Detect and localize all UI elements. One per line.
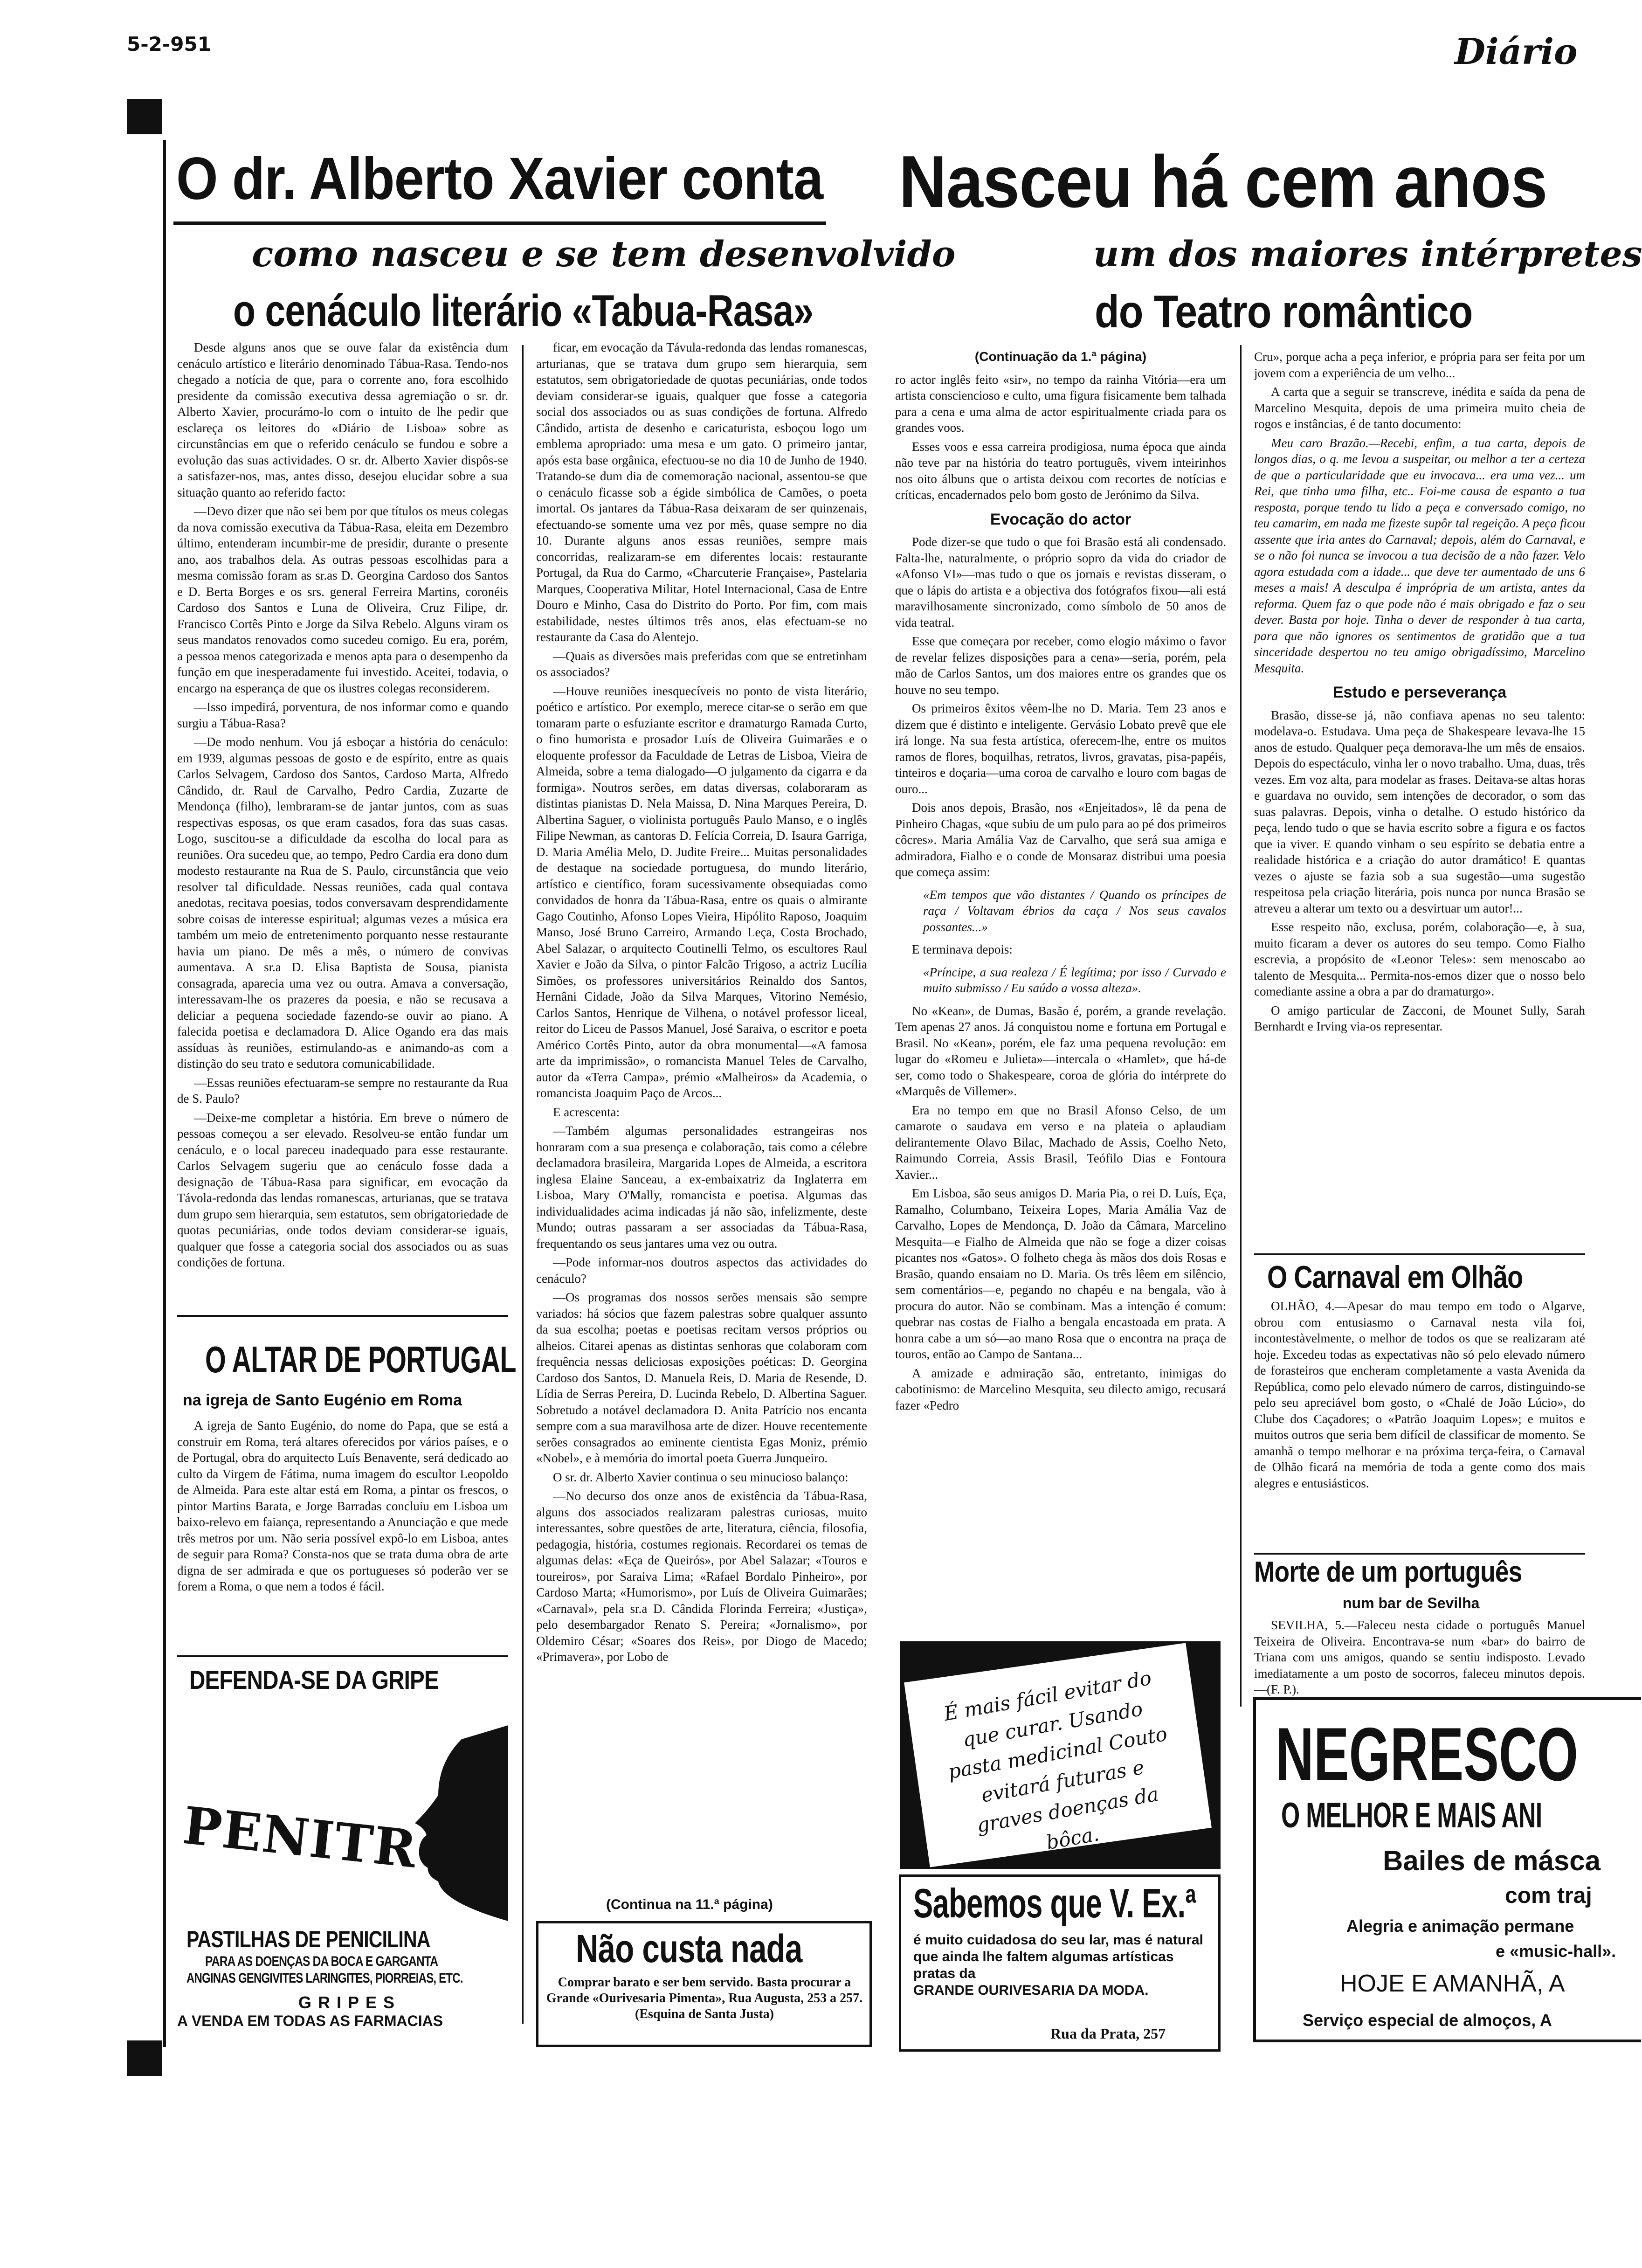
negresco-ad <box>1253 1697 1641 2052</box>
article2-paragraph: Em Lisboa, são seus amigos D. Maria Pia, o rei D. Luís, Eça, Ramalho, Columbano, Teixeira Lopes, Maria Amália Vaz de Carvalho, Lopes de Mendonça, D. João da Câmara, Marcelino Mesquita—e Fialho de Almeida que não se foge a dizer coisas picantes nos «Gatos». O folheto chega às mãos dos dois Rosas e Brasão, quando ensaiam no D. Maria. Os três lêem em silêncio, sem comentários—e, pegando no chapéu e na bengala, vão à procura do autor. Não se combinam. Mas a intenção é comum: quebrar nas costas de Fialho a bengala encastoada em prata. A honra cabe a um só—ao mano Rosa que o encontra na praça de touros, então ao Campo de Santana... <box>895 1186 1226 1361</box>
article2-paragraph: Esses voos e essa carreira prodigiosa, numa época que ainda não teve par na história do teatro português, vivem inteirinhos nos oito álbuns que o artista deixou com recortes de notícias e críticas, encadernados pelo bom gosto de Jerónimo da Silva. <box>895 439 1226 502</box>
penitrol-line3: ANGINAS GENGIVITES LARINGITES, PIORREIAS, ETC. <box>186 1971 463 1986</box>
article1-paragraph: —No decurso dos onze anos de existência da Tábua-Rasa, alguns dos associados realizaram palestras curiosas, muito interessantes, sobre questões de arte, literatura, ciência, filosofia, pedagogia, história, costumes regionais. Recordarei os temas de algumas delas: «Eça de Queirós», por Abel Salazar; «Touros e toureiros», por Saraiva Lima; «Rafael Bordalo Pinheiro», por Cardoso Marta; «Humorismo», por Luís de Oliveira Guimarães; «Carnaval», pela sr.a D. Cândida Florinda Ferreira; «Justiça», pelo desembargador Renato S. Pereira; «Jornalismo», por Oldemiro César; «Soares dos Reis», por Diogo de Macedo; «Primavera», por Lobo de <box>536 1489 867 1664</box>
article2-paragraph: Dois anos depois, Brasão, nos «Enjeitados», lê da pena de Pinheiro Chagas, «que subiu de um pulo para ao pé dos primeiros côcres». Maria Amália Vaz de Carvalho, que será sua amiga e admiradora, Fialho e o conde de Monsaraz distribui uma poesia que começa assim: <box>895 801 1226 879</box>
ourivesaria-pimenta-ad <box>536 1921 872 2047</box>
article2-paragraph: Esse que começara por receber, como elogio máximo o favor de revelar felizes disposições para a cena»—seria, porém, pela mão de Carlos Santos, um dos maiores entre os grandes que os houve no seu tempo. <box>895 634 1226 697</box>
carnaval-headline: O Carnaval em Olhão <box>1267 1259 1523 1295</box>
pasta-couto-handwriting: É mais fácil evitar do que curar. Usando pasta medicinal Couto evitará futuras e graves doenças da bôca. <box>942 1666 1169 1854</box>
negresco-line7: Serviço especial de almoços, A <box>1303 2011 1552 2030</box>
penitrol-rule <box>177 1655 508 1657</box>
article1-column-2 <box>536 339 867 1892</box>
newspaper-title: Diário <box>1455 31 1578 72</box>
carnaval-top-rule <box>1254 1253 1585 1255</box>
article1-paragraph: —Essas reuniões efectuaram-se sempre no restaurante da Rua de S. Paulo? <box>177 1075 508 1106</box>
penitrol-ad <box>177 1655 508 2028</box>
article2-paragraph: A carta que a seguir se transcreve, inédita e saída da pena de Marcelino Mesquita, depois de uma primeira muito cheia de rogos e instâncias, é de tanto documento: <box>1254 385 1585 431</box>
article2-column-2 <box>1254 349 1585 1244</box>
article2-quote: «Príncipe, a sua realeza / É legítima; por isso / Curvado e muito submisso / Eu saúdo a vossa alteza». <box>923 965 1226 995</box>
carnaval-paragraph: OLHÃO, 4.—Apesar do mau tempo em todo o Algarve, obrou com entusiasmo o Carnaval nesta vila foi, incontestàvelmente, o melhor de todos os que se realizaram até hoje. Excedeu todas as expectativas não só pelo elevado número de forasteiros que encheram completamente a vasta Avenida da República, como pelo elevado número de carros, distinguindo-se pelo seu apreciável bom gosto, o «Chalé de João Lúcio», do Clube dos Caçadores; o «Patrão Joaquim Lopes»; e muitos e muitos outros que seria bem difícil de classificar de momento. Se amanhã o tempo melhorar e na próxima terça-feira, o Carnaval de Olhão ficará na memória de toda a gente como dos mais alegres e entusiásticos. <box>1254 1299 1585 1490</box>
page-date: 5-2-951 <box>127 33 211 55</box>
article1-paragraph: E acrescenta: <box>553 1105 620 1119</box>
article2-subhead-evocacao: Evocação do actor <box>990 510 1131 528</box>
portugues-paragraph: SEVILHA, 5.—Faleceu nesta cidade o português Manuel Teixeira de Oliveira. Encontrava-se num «bar» do bairro de Triana com uns amigos, quando se sentiu indisposto. Levado imediatamente a um posto de socorros, faleceu minutos depois.—(F. P.). <box>1254 1618 1585 1696</box>
article1-column-1 <box>177 339 508 1269</box>
article2-paragraph: Pode dizer-se que tudo o que foi Brasão está ali condensado. Falta-lhe, naturalmente, o próprio sopro da vida do criador de «Afonso VI»—mas tudo o que os jornais e revistas disseram, o que o lápis do artista e a objectiva dos fotógrafos fixou—ali está maravilhosamente sincronizado, como símbolo de 50 anos de vida teatral. <box>895 535 1226 629</box>
article2-letter: Meu caro Brazão.—Recebi, enfim, a tua carta, depois de longos dias, o q. me levou a suspeitar, ou melhor a ter a certeza de que a particularidade que eu invocava... era uma vez... um Rei, que tinha uma filha, etc.. Foi-me causa de espanto a tua resposta, porque tendo tu lido a peça e conversado comigo, no teu camarim, em nada me fizeste supôr tal regeição. A peça ficou assente que iria antes do Carnaval; depois, além do Carnaval, e se o não foi nunca se invocou a tua decisão de a não fazer. Velo agora estudada com a idade... que deve ter aumentado de uns 6 meses a mais! A desculpa é imprópria de um artista, antes da reforma. Quem faz o que pode não é mais obrigado e faz o seu dever. Basta por hoje. Tinha o dever de responder à tua carta, para que não ignores os sentimentos de gratidão que a tua sinceridade despertou no teu amigo obrigadíssimo, Marcelino Mesquita. <box>1254 436 1585 675</box>
article1-subheadline: como nasceu e se tem desenvolvido <box>252 233 956 275</box>
portugues-subheadline: num bar de Sevilha <box>1343 1595 1480 1611</box>
article1-paragraph: —Isso impedirá, porventura, de nos informar como e quando surgiu a Tábua-Rasa? <box>177 700 508 730</box>
left-margin-rule <box>163 140 166 2047</box>
article2-paragraph: Era no tempo em que no Brasil Afonso Celso, de um camarote o saudava em verso e na plateia o aplaudiam delirantemente Olavo Bilac, Machado de Assis, Coelho Neto, Raimundo Correia, Assis Brasil, Teófilo Dias e Fontoura Xavier... <box>895 1103 1226 1182</box>
article2-paragraph: No «Kean», de Dumas, Basão é, porém, a grande revelação. Tem apenas 27 anos. Já conquistou nome e fortuna em Portugal e Brasil. No «Kean», porém, ele faz uma pequena revolução: em lugar do «Romeu e Julieta»—intercala o «Hamlet», que há-de ser, como todo o Shakespeare, coroa de glória do intérprete do «Marquês de Villemer». <box>895 1003 1226 1098</box>
article1-paragraph: O sr. dr. Alberto Xavier continua o seu minucioso balanço: <box>553 1470 849 1484</box>
ourivesaria-moda-address: Rua da Prata, 257 <box>1050 2025 1166 2042</box>
altar-subheadline: na igreja de Santo Eugénio em Roma <box>183 1391 462 1409</box>
article1-paragraph: —Pode informar-nos doutros aspectos das actividades do cenáculo? <box>536 1255 867 1286</box>
article1-paragraph: —De modo nenhum. Vou já esboçar a história do cenáculo: em 1939, algumas pessoas de gosto e de espírito, entre as quais Carlos Selvagem, Cardoso dos Santos, Cardoso Marta, Alfredo Cândido, dr. Raul de Carvalho, Pedro Cardia, Zuzarte de Mendonça (filho), lembraram-se de jantar juntos, com as suas respectivas esposas, os que eram casados, fora das suas casas. Logo, suscitou-se a dificuldade da escolha do local para as reuniões. Ora sucedeu que, ao tempo, Pedro Cardia era dono dum modesto restaurante na Rua de S. Paulo, circunstância que veio resolver tal dificuldade. Nessas reuniões, cada qual contava anedotas, recitava poesias, todos conversavam desprendidamente sobre coisas de interesse espiritual; algumas vezes a música era também um meio de entretenimento porquanto nesse restaurante havia um piano. De mês a mês, o número de convivas aumentava. A sr.a D. Elisa Baptista de Sousa, pianista consagrada, aparecia uma vez ou outra. Amava a conversação, interessavam-lhe os prazeres da poesia, e não se recusava a deliciar a pequena sociedade fazendo-se ouvir ao piano. A falecida poetisa e declamadora D. Alice Ogando era das mais assíduas às reuniões, estimulando-as e animando-as com a distinção do seu trato e sedutora comunicabilidade. <box>177 735 508 1071</box>
ourivesaria-pimenta-body: Comprar barato e ser bem servido. Basta procurar a Grande «Ourivesaria Pimenta», Rua Augusta, 253 a 257. (Esquina de Santa Justa) <box>546 1975 863 2021</box>
portugues-top-rule <box>1254 1553 1585 1555</box>
negresco-line5: e «music-hall». <box>1496 1942 1616 1961</box>
portugues-headline: Morte de um português <box>1254 1556 1522 1588</box>
carnaval-body <box>1254 1298 1585 1550</box>
article2-headline: Nasceu há cem anos <box>899 141 1547 223</box>
penitrol-line2: PARA AS DOENÇAS DA BOCA E GARGANTA <box>205 1954 438 1969</box>
negresco-line1: O MELHOR E MAIS ANI <box>1281 1796 1542 1835</box>
altar-body <box>177 1418 508 1651</box>
column-divider <box>1240 345 1242 1707</box>
altar-headline: O ALTAR DE PORTUGAL <box>205 1339 516 1380</box>
article2-paragraph: Esse respeito não, exclusa, porém, colaboração—e, à sua, muito ficaram a dever os autores do seu tempo. Como Fialho escrevia, a propósito de «Leonor Teles»: sem menoscabo ao talento de Mesquita... Permita-nos-emos dizer que o nosso belo comediante assine a obra a par do dramaturgo». <box>1254 920 1585 998</box>
corner-mark-top <box>127 99 162 134</box>
altar-top-rule <box>177 1315 508 1317</box>
article1-headline: O dr. Alberto Xavier conta <box>176 145 823 212</box>
article1-subheadline2: o cenáculo literário «Tabua-Rasa» <box>233 286 814 336</box>
article2-paragraph: O amigo particular de Zacconi, de Mounet Sully, Sarah Bernhardt e Irving via-os representar. <box>1254 1003 1585 1033</box>
negresco-line3: com traj <box>1505 1883 1592 1908</box>
column-divider <box>522 345 524 2024</box>
article1-paragraph: —Os programas dos nossos serões mensais são sempre variados: há sócios que fazem palestras sobre qualquer assunto da sua escolha; poetas e poetisas recitam versos próprios ou alheios. Citarei apenas as distintas senhoras que colaboram com frequência nessas deliciosas exposições poéticas: D. Georgina Cardoso dos Santos, D. Manuela Reis, D. Maria de Resende, D. Lídia de Serras Pereira, D. Lucinda Rebelo, D. Albertina Saguer. Sobretudo a notável declamadora D. Anita Patrício nos encanta sempre com a sua maravilhosa arte de dizer. Houve recentemente serões consagrados ao eminente cientista Egas Moniz, prémio «Nobel», e à memória do imortal poeta Guerra Junqueiro. <box>536 1290 867 1465</box>
altar-paragraph: A igreja de Santo Eugénio, do nome do Papa, que se está a construir em Roma, terá altares oferecidos por vários países, e o de Portugal, obra do arquitecto Luís Benavente, será dedicado ao culto da Virgem de Fátima, numa imagem do escultor Leopoldo de Almeida. Para este altar está em Roma, a pintar os frescos, o pintor Martins Barata, e Jorge Barradas concluiu em Lisboa um baixo-relevo em faiança, representando a Anunciação e que mede três metros por um. Não seria possível expô-lo em Lisboa, antes de seguir para Roma? Consta-nos que se trata duma obra de arte digna de ser admirada e que os portugueses só poderão ver se forem a Roma, o que nem a todos é fácil. <box>177 1418 508 1593</box>
article2-paragraph: E terminava depois: <box>912 942 1013 956</box>
article1-paragraph: ficar, em evocação da Távula-redonda das lendas romanescas, arturianas, que se tratava dum grupo sem hierarquia, sem estatutos, sem obrigatoriedade de quotas pecuniárias, onde todos deviam considerar-se iguais, qualquer que fosse a categoria social dos associados ou as suas condições de fortuna. Alfredo Cândido, artista de desenho e caricaturista, esboçou logo um emblema apropriado: uma mesa e um gato. O primeiro jantar, após esta base orgânica, efectuou-se no dia 10 de Junho de 1940. Tratando-se dum dia de comemoração nacional, assentou-se que o cenáculo ficasse sob a égide simbólica de Camões, o poeta imortal. Os jantares da Tábua-Rasa deixaram de ser quinzenais, efectuando-se somente uma vez por mês, quase sempre no dia 10. Durante alguns anos essas reuniões, sempre mais concorridas, realizaram-se em diferentes locais: restaurante Portugal, da Rua do Carmo, «Charcuterie Française», Pastelaria Marques, Cooperativa Militar, Hotel Internacional, Casa de Entre Douro e Minho, Casa do Distrito do Porto. Por fim, com mais estabilidade, nestes últimos três anos, elas efectuam-se no restaurante da Casa do Alentejo. <box>536 340 867 644</box>
portugues-body <box>1254 1617 1585 1710</box>
article2-paragraph: Brasão, disse-se já, não confiava apenas no seu talento: modelava-o. Estudava. Uma peça de Shakespeare levava-lhe 15 anos de estudo. Qualquer peça demorava-lhe um mês de ensaios. Depois do espectáculo, vinha ler o novo trabalho. Uma, duas, três vezes. Em voz alta, para modelar as frases. Deitava-se altas horas e guardava no ouvido, sem intenções de decorador, o som das suas palavras. Depois, vinha o detalhe. O estudo histórico da peça, lendo tudo o que se havia escrito sobre a figura e os factos que ia viver. E quando vinham o seu espírito se debatia entre a realidade histórica e a criação do autor dramático! E quantas vezes o ajuste se fazia sob a sua sugestão—uma sugestão respeitosa pela criação literária, pois nunca por nunca Brasão se atreveu a alterar um texto ou a desvirtuar um autor!... <box>1254 708 1585 915</box>
article2-quote: «Em tempos que vão distantes / Quando os príncipes de raça / Voltavam ébrios da caça / Nos seus cavalos possantes...» <box>923 887 1226 934</box>
pasta-couto-ad <box>900 1641 1221 1869</box>
article1-continuation: (Continua na 11.ª página) <box>606 1897 773 1912</box>
article1-paragraph: —Houve reuniões inesquecíveis no ponto de vista literário, poético e artístico. Por exemplo, merece citar-se o serão em que tomaram parte o esfuziante escritor e dramaturgo Ramada Curto, o fino humorista e prosador Luís de Oliveira Guimarães e o eloquente professor da Faculdade de Letras de Lisboa, Vieira de Almeida, sobre a tema dialogado—O julgamento da cigarra e da formiga». Noutros serões, em datas diversas, colaboraram as distintas pianistas D. Nela Maissa, D. Nina Marques Pereira, D. Albertina Saguer, o violinista português Paulo Manso, e o inglês Filipe Newman, as cantoras D. Felícia Correia, D. Isaura Garriga, D. Maria Amélia Melo, D. Judite Freire... Muitas personalidades de destaque na sociedade portuguesa, do mundo literário, artístico e científico, foram sucessivamente obsequiadas como convidados de honra da Tábua-Rasa, entre os quais o almirante Gago Coutinho, Afonso Lopes Vieira, Hipólito Raposo, Joaquim Manso, José Bruno Carreiro, Armando Leça, Costa Brochado, Abel Salazar, o arquitecto Coutinelli Telmo, os escultores Raul Xavier e João da Silva, o pintor Falcão Trigoso, a actriz Lucília Simões, os professores universitários Reinaldo dos Santos, Hernâni Cidade, João da Silva Marques, Vitorino Nemésio, Carlos Santos, Henrique de Vilhena, o notável professor liceal, reitor do Liceu de Passos Manuel, José Saraiva, o escritor e poeta Américo Cortês Pinto, autor da obra monumental—«A famosa arte da imprimissão», o romancista Manuel Teles de Carvalho, autor da «Terra Campa», prémio «Malheiros» da Academia, o romancista Joaquim Paço de Arcos... <box>536 684 867 1100</box>
penitrol-brand: PENITROL <box>180 1795 503 1888</box>
ourivesaria-moda-body: é muito cuidadosa do seu lar, mas é natural que ainda lhe faltem algumas artísticas pratas da <box>913 1932 1203 1981</box>
article2-subhead-estudo: Estudo e perseverança <box>1332 684 1507 701</box>
article1-paragraph: —Devo dizer que não sei bem por que títulos os meus colegas da nova comissão executiva da Tábua-Rasa, eleita em Dezembro último, entenderam incumbir-me de presidir, durante o presente ano, aos trabalhos dela. As outras pessoas escolhidas para a mesma comissão foram as sr.as D. Georgina Cardoso dos Santos e D. Berta Borges e os srs. general Ferreira Martins, coronéis Cardoso dos Santos e Luna de Oliveira, Cruz Filipe, dr. Francisco Cortês Pinto e Jorge da Silva Rebelo. Alguns viram os seus mandatos renovados como sucedeu comigo. Eu era, porém, a pessoa menos categorizada e menos apta para o desempenho da função em que inesperadamente fui investido. Aceitei, todavia, o encargo na esperança de que os ilustres colegas reconsiderem. <box>177 504 508 695</box>
ourivesaria-pimenta-headline: Não custa nada <box>576 1927 802 1971</box>
article2-paragraph: Os primeiros êxitos vêem-lhe no D. Maria. Tem 23 anos e dizem que é distinto e inteligente. Gervásio Lobato prevê que ele irá longe. Na sua festa artística, oferecem-lhe, entre os muitos ramos de flores, boquilhas, retratos, livros, gravatas, pisa-papéis, tinteiros e doçaria—uma coroa de carvalho e louro com bagas de ouro... <box>895 701 1226 796</box>
article2-continuation: (Continuação da 1.ª página) <box>974 349 1147 364</box>
ourivesaria-moda-store: GRANDE OURIVESARIA DA MODA. <box>913 1983 1149 1998</box>
corner-mark-bottom <box>127 2040 162 2076</box>
article1-paragraph: —Quais as diversões mais preferidas com que se entretinham os associados? <box>536 649 867 679</box>
penitrol-line4: GRIPES <box>298 1993 401 2012</box>
article2-paragraph: A amizade e admiração são, entretanto, inimigas do cabotinismo: de Marcelino Mesquita, seu dilecto amigo, recusará fazer «Pedro <box>895 1366 1226 1412</box>
article2-paragraph: ro actor inglês feito «sir», no tempo da rainha Vitória—era um artista consciencioso e culto, uma figura fisicamente bem talhada para a cena e uma alma de actor espiritualmente criada para os grandes voos. <box>895 372 1226 435</box>
article2-column-1 <box>895 349 1226 1636</box>
article2-paragraph: Cru», porque acha a peça inferior, e própria para ser feita por um jovem com a experiência de um velho... <box>1254 350 1585 380</box>
article1-headline-rule <box>173 221 826 225</box>
article1-paragraph: —Deixe-me completar a história. Em breve o número de pessoas começou a ser elevado. Resolveu-se então fundar um cenáculo, e o local pareceu inadequado para esse restaurante. Carlos Selvagem sugeriu que ao cenáculo fosse dada a designação de Tábua-Rasa para significar, em evocação da Távola-redonda das lendas romanescas, arturianas, que se tratava dum grupo sem hierarquia, sem estatutos, sem obrigatoriedade de quotas pecuniárias, onde todos deviam considerar-se iguais, qualquer que fosse a categoria social dos associados ou as suas condições de fortuna. <box>177 1110 508 1269</box>
negresco-line2: Bailes de másca <box>1383 1845 1601 1876</box>
penitrol-line1: PASTILHAS DE PENICILINA <box>186 1926 430 1952</box>
article2-subheadline: um dos maiores intérpretes <box>1093 233 1642 275</box>
penitrol-headline: DEFENDA-SE DA GRIPE <box>189 1665 439 1694</box>
article1-paragraph: —Também algumas personalidades estrangeiras nos honraram com a sua presença e colaboração, tais como a célebre declamadora brasileira, Margarida Lopes de Almeida, a escritora inglesa Elaine Sanceau, a ex-embaixatriz da Inglaterra em Lisboa, Mary O'Mally, romancista e poetisa. Algumas das individualidades acima indicadas já não são, infelizmente, deste Mundo; outras passaram a ser associadas da Tábua-Rasa, frequentando os seus jantares uma vez ou outra. <box>536 1124 867 1251</box>
ourivesaria-moda-headline: Sabemos que V. Ex.ª <box>913 1880 1196 1926</box>
ourivesaria-moda-ad <box>899 1874 1221 2052</box>
penitrol-line5: A VENDA EM TODAS AS FARMACIAS <box>177 2012 443 2029</box>
negresco-line6: HOJE E AMANHÃ, A <box>1340 1970 1565 1997</box>
negresco-brand: NEGRESCO <box>1276 1712 1579 1797</box>
article2-subheadline2: do Teatro romântico <box>1095 286 1473 337</box>
negresco-line4: Alegria e animação permane <box>1346 1916 1574 1936</box>
article1-paragraph: Desde alguns anos que se ouve falar da existência dum cenáculo artístico e literário denominado Tábua-Rasa. Tendo-nos chegado a notícia de que, para o corrente ano, fora escolhido presidente da comissão executiva dessa agremiação o sr. dr. Alberto Xavier, procurámo-lo com o intuito de lhe pedir que esclareça os leitores do «Diário de Lisboa» sobre as circunstâncias em que o referido cenáculo se fundou e sobre a evolução das suas actividades. O sr. dr. Alberto Xavier dispôs-se a satisfazer-nos, mas, antes disso, desejou elucidar sobre a sua situação quanto ao referido facto: <box>177 340 508 499</box>
